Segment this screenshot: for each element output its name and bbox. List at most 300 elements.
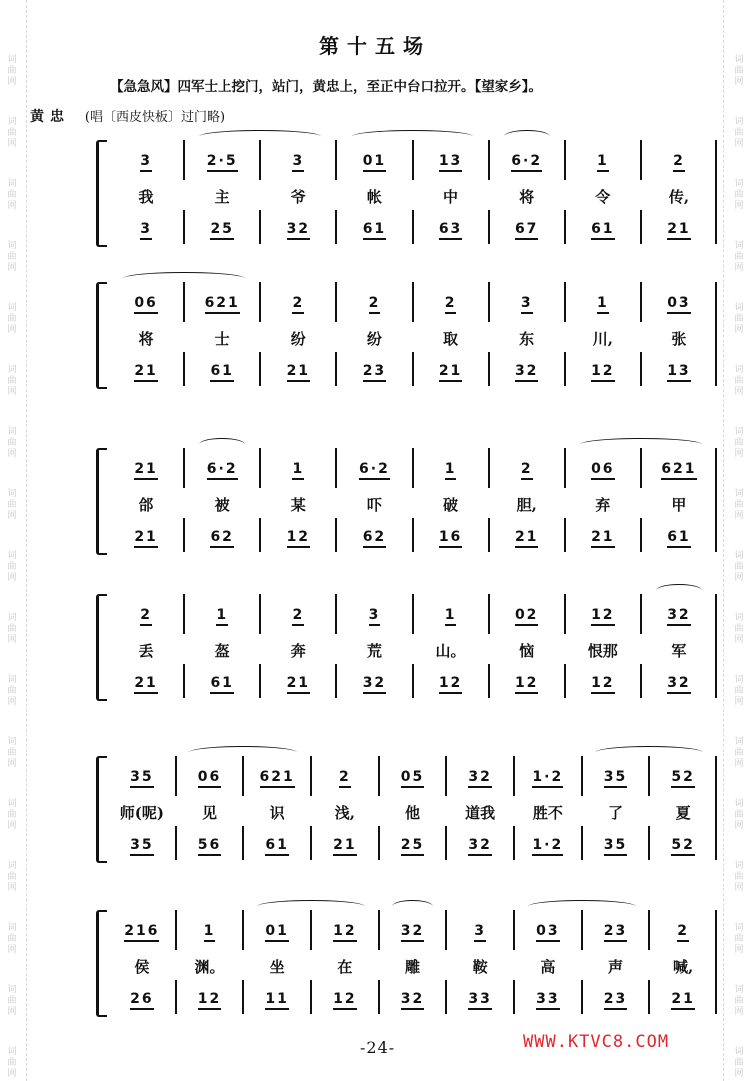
accomp-note bbox=[243, 986, 311, 1012]
melody-note-value: 32 bbox=[468, 769, 491, 788]
watermark-text: 词曲网 bbox=[734, 179, 744, 211]
lyric-text bbox=[413, 492, 489, 518]
lyric-text-value: 见 bbox=[201, 804, 217, 822]
accomp-note bbox=[260, 524, 336, 550]
watermark-text: 词曲网 bbox=[7, 489, 17, 521]
melody-note-value: 52 bbox=[671, 769, 694, 788]
barline bbox=[378, 756, 380, 796]
melody-note bbox=[413, 290, 489, 316]
lyric-text-value: 军 bbox=[671, 642, 687, 660]
melody-note-value: 2 bbox=[292, 607, 304, 626]
accomp-note-value: 61 bbox=[363, 221, 386, 240]
accomp-note bbox=[176, 986, 244, 1012]
melody-note-value: 12 bbox=[333, 923, 356, 942]
melody-note bbox=[184, 148, 260, 174]
lyric-text bbox=[260, 492, 336, 518]
lyric-text bbox=[446, 800, 514, 826]
melody-note bbox=[108, 918, 176, 944]
slur-mark bbox=[189, 746, 297, 759]
melody-note bbox=[108, 456, 184, 482]
watermark-text: 词曲网 bbox=[7, 737, 17, 769]
melody-note bbox=[565, 290, 641, 316]
watermark-text: 词曲网 bbox=[734, 427, 744, 459]
accomp-note bbox=[489, 216, 565, 242]
accomp-note bbox=[379, 832, 447, 858]
lyric-text-value: 识 bbox=[269, 804, 285, 822]
lyric-text-value: 荒 bbox=[366, 642, 382, 660]
slur-mark bbox=[257, 900, 365, 913]
barline bbox=[259, 594, 261, 634]
accomp-note bbox=[336, 358, 412, 384]
accomp-note bbox=[565, 524, 641, 550]
watermark-text: 词曲网 bbox=[7, 179, 17, 211]
right-watermark-strip bbox=[723, 0, 750, 1081]
melody-note-value: 1 bbox=[204, 923, 216, 942]
barline bbox=[488, 352, 490, 386]
accomp-note bbox=[108, 524, 184, 550]
accomp-note bbox=[641, 670, 717, 696]
barline bbox=[259, 664, 261, 698]
accomp-note-value: 21 bbox=[287, 363, 310, 382]
accomp-note-value: 21 bbox=[515, 529, 538, 548]
accomp-note bbox=[413, 358, 489, 384]
scene-title: 第十五场 bbox=[319, 34, 431, 58]
accomp-note bbox=[413, 670, 489, 696]
accomp-row bbox=[92, 670, 717, 696]
barline bbox=[310, 826, 312, 860]
accomp-note bbox=[260, 216, 336, 242]
accomp-note bbox=[489, 670, 565, 696]
melody-note bbox=[108, 764, 176, 790]
melody-note-value: 35 bbox=[130, 769, 153, 788]
accomp-note-value: 23 bbox=[604, 991, 627, 1010]
melody-note bbox=[184, 456, 260, 482]
accomp-note-value: 32 bbox=[287, 221, 310, 240]
accomp-note-value: 33 bbox=[536, 991, 559, 1010]
lyric-text-value: 取 bbox=[443, 330, 459, 348]
melody-note-value: 23 bbox=[604, 923, 627, 942]
watermark-text: 词曲网 bbox=[7, 365, 17, 397]
lyric-text bbox=[641, 326, 717, 352]
accomp-note bbox=[260, 670, 336, 696]
lyrics-row bbox=[92, 492, 717, 518]
melody-note bbox=[565, 148, 641, 174]
accomp-note-value: 32 bbox=[401, 991, 424, 1010]
watermark-text: 词曲网 bbox=[7, 799, 17, 831]
slur-mark bbox=[656, 584, 702, 597]
lyric-text-value: 山。 bbox=[435, 642, 466, 660]
melody-note-value: 2 bbox=[445, 295, 457, 314]
lyric-text-value: 中 bbox=[443, 188, 459, 206]
lyric-text bbox=[184, 638, 260, 664]
melody-note bbox=[336, 456, 412, 482]
lyric-text bbox=[336, 638, 412, 664]
barline bbox=[564, 448, 566, 488]
melody-note-value: 3 bbox=[140, 153, 152, 172]
accomp-row bbox=[92, 832, 717, 858]
accomp-note-value: 11 bbox=[265, 991, 288, 1010]
accomp-note-value: 12 bbox=[287, 529, 310, 548]
watermark-text: 词曲网 bbox=[7, 117, 17, 149]
barline bbox=[648, 910, 650, 950]
accomp-note-value: 52 bbox=[671, 837, 694, 856]
melody-note bbox=[260, 148, 336, 174]
barline bbox=[259, 352, 261, 386]
slur-mark bbox=[504, 130, 550, 143]
barline bbox=[581, 910, 583, 950]
melody-note-value: 01 bbox=[265, 923, 288, 942]
lyric-text-value: 被 bbox=[214, 496, 230, 514]
lyric-text-value: 帐 bbox=[366, 188, 382, 206]
watermark-text: 词曲网 bbox=[7, 241, 17, 273]
accomp-row bbox=[92, 216, 717, 242]
melody-note bbox=[489, 602, 565, 628]
barline bbox=[513, 756, 515, 796]
accomp-note-value: 13 bbox=[667, 363, 690, 382]
melody-note bbox=[311, 918, 379, 944]
score-system bbox=[92, 448, 717, 573]
slur-mark bbox=[199, 130, 321, 143]
accomp-note-value: 35 bbox=[130, 837, 153, 856]
lyric-text bbox=[108, 800, 176, 826]
accomp-note bbox=[565, 670, 641, 696]
barline bbox=[640, 210, 642, 244]
lyric-text-value: 甲 bbox=[671, 496, 687, 514]
score-system bbox=[92, 282, 717, 407]
barline bbox=[648, 826, 650, 860]
accomp-note-value: 21 bbox=[591, 529, 614, 548]
lyrics-row bbox=[92, 954, 717, 980]
melody-note bbox=[582, 918, 650, 944]
accomp-note bbox=[514, 986, 582, 1012]
lyric-text-value: 某 bbox=[290, 496, 306, 514]
melody-note bbox=[336, 148, 412, 174]
lyric-text-value: 我 bbox=[138, 188, 154, 206]
watermark-text: 词曲网 bbox=[734, 861, 744, 893]
watermark-text: 词曲网 bbox=[734, 303, 744, 335]
lyric-text bbox=[243, 954, 311, 980]
melody-note bbox=[379, 918, 447, 944]
accomp-note bbox=[184, 524, 260, 550]
lyric-text-value: 他 bbox=[404, 804, 420, 822]
accomp-note bbox=[649, 986, 717, 1012]
lyric-text-value: 主 bbox=[214, 188, 230, 206]
lyric-text-value: 纷 bbox=[366, 330, 382, 348]
lyric-text-value: 令 bbox=[595, 188, 611, 206]
accomp-note bbox=[184, 358, 260, 384]
role-name: 黄忠 bbox=[30, 109, 70, 125]
lyric-text bbox=[413, 638, 489, 664]
melody-note-value: 2 bbox=[140, 607, 152, 626]
page-number: -24- bbox=[360, 1038, 396, 1057]
barline bbox=[445, 980, 447, 1014]
barline bbox=[335, 282, 337, 322]
melody-note-value: 6·2 bbox=[207, 461, 238, 480]
barline bbox=[564, 282, 566, 322]
barline bbox=[259, 210, 261, 244]
melody-note-value: 03 bbox=[667, 295, 690, 314]
barline bbox=[335, 448, 337, 488]
accomp-note-value: 21 bbox=[439, 363, 462, 382]
accomp-note bbox=[379, 986, 447, 1012]
lyric-text-value: 胜不 bbox=[532, 804, 563, 822]
barline bbox=[648, 980, 650, 1014]
accomp-note-value: 35 bbox=[604, 837, 627, 856]
watermark-text: 词曲网 bbox=[734, 365, 744, 397]
melody-note-value: 35 bbox=[604, 769, 627, 788]
lyric-text-value: 喊, bbox=[673, 958, 694, 976]
site-watermark: WWW.KTVC8.COM bbox=[523, 1032, 670, 1052]
accomp-note bbox=[446, 986, 514, 1012]
lyric-text-value: 东 bbox=[519, 330, 535, 348]
barline bbox=[183, 594, 185, 634]
lyric-text bbox=[413, 326, 489, 352]
lyric-text-value: 了 bbox=[607, 804, 623, 822]
lyric-text bbox=[582, 954, 650, 980]
lyric-text bbox=[108, 492, 184, 518]
barline bbox=[412, 140, 414, 180]
watermark-text: 词曲网 bbox=[7, 613, 17, 645]
score-system bbox=[92, 140, 717, 265]
melody-note-value: 2 bbox=[677, 923, 689, 942]
lyric-text bbox=[514, 800, 582, 826]
melody-note bbox=[641, 148, 717, 174]
watermark-text: 词曲网 bbox=[734, 737, 744, 769]
melody-note-value: 02 bbox=[515, 607, 538, 626]
lyric-text bbox=[649, 954, 717, 980]
slur-mark bbox=[123, 272, 245, 285]
accomp-note-value: 12 bbox=[198, 991, 221, 1010]
melody-note bbox=[311, 764, 379, 790]
watermark-text: 词曲网 bbox=[7, 861, 17, 893]
melody-note bbox=[176, 918, 244, 944]
melody-note bbox=[108, 290, 184, 316]
melody-row bbox=[92, 918, 717, 944]
lyric-text-value: 盔 bbox=[214, 642, 230, 660]
melody-note bbox=[489, 148, 565, 174]
accomp-note-value: 21 bbox=[667, 221, 690, 240]
barline bbox=[488, 210, 490, 244]
accomp-note-value: 21 bbox=[671, 991, 694, 1010]
accomp-note bbox=[184, 216, 260, 242]
watermark-text: 词曲网 bbox=[7, 1047, 17, 1079]
melody-note bbox=[184, 290, 260, 316]
accomp-note bbox=[446, 832, 514, 858]
score-system bbox=[92, 594, 717, 719]
barline bbox=[259, 518, 261, 552]
melody-note bbox=[565, 602, 641, 628]
lyric-text bbox=[108, 638, 184, 664]
melody-note bbox=[489, 290, 565, 316]
lyric-text bbox=[641, 638, 717, 664]
melody-note bbox=[243, 764, 311, 790]
accomp-note bbox=[311, 986, 379, 1012]
melody-row bbox=[92, 764, 717, 790]
melody-note-value: 1·2 bbox=[532, 769, 563, 788]
melody-note-value: 06 bbox=[134, 295, 157, 314]
lyric-text-value: 丢 bbox=[138, 642, 154, 660]
watermark-text: 词曲网 bbox=[7, 551, 17, 583]
slur-mark bbox=[392, 900, 433, 913]
melody-note-value: 3 bbox=[292, 153, 304, 172]
watermark-text: 词曲网 bbox=[734, 923, 744, 955]
lyric-text-value: 弃 bbox=[595, 496, 611, 514]
accomp-note bbox=[184, 670, 260, 696]
barline bbox=[175, 756, 177, 796]
lyric-text-value: 爷 bbox=[290, 188, 306, 206]
barline bbox=[183, 140, 185, 180]
lyric-text bbox=[108, 954, 176, 980]
barline bbox=[175, 980, 177, 1014]
watermark-text: 词曲网 bbox=[734, 799, 744, 831]
lyric-text bbox=[565, 184, 641, 210]
barline bbox=[488, 282, 490, 322]
melody-note bbox=[514, 918, 582, 944]
melody-note-value: 621 bbox=[205, 295, 240, 314]
accomp-note bbox=[260, 358, 336, 384]
barline bbox=[335, 664, 337, 698]
melody-note bbox=[641, 290, 717, 316]
barline bbox=[564, 594, 566, 634]
accomp-note-value: 61 bbox=[667, 529, 690, 548]
lyric-text bbox=[311, 954, 379, 980]
barline bbox=[564, 352, 566, 386]
lyric-text bbox=[184, 326, 260, 352]
melody-note-value: 1 bbox=[597, 153, 609, 172]
melody-note bbox=[489, 456, 565, 482]
melody-note-value: 2·5 bbox=[207, 153, 238, 172]
accomp-note bbox=[336, 670, 412, 696]
lyric-text bbox=[243, 800, 311, 826]
melody-note-value: 12 bbox=[591, 607, 614, 626]
accomp-note-value: 21 bbox=[134, 675, 157, 694]
melody-note-value: 32 bbox=[667, 607, 690, 626]
lyric-text-value: 在 bbox=[337, 958, 353, 976]
melody-note-value: 2 bbox=[369, 295, 381, 314]
melody-note bbox=[649, 918, 717, 944]
accomp-note-value: 67 bbox=[515, 221, 538, 240]
barline bbox=[564, 664, 566, 698]
accomp-note-value: 12 bbox=[439, 675, 462, 694]
melody-note-value: 621 bbox=[260, 769, 295, 788]
lyric-text-value: 恨那 bbox=[587, 642, 618, 660]
lyric-text-value: 传, bbox=[668, 188, 690, 206]
accomp-note bbox=[413, 216, 489, 242]
barline bbox=[183, 352, 185, 386]
melody-note-value: 21 bbox=[134, 461, 157, 480]
barline bbox=[445, 826, 447, 860]
accomp-note bbox=[243, 832, 311, 858]
lyric-text-value: 纷 bbox=[290, 330, 306, 348]
melody-note bbox=[243, 918, 311, 944]
melody-note bbox=[649, 764, 717, 790]
accomp-note bbox=[108, 216, 184, 242]
lyric-text-value: 张 bbox=[671, 330, 687, 348]
accomp-note bbox=[108, 358, 184, 384]
accomp-note bbox=[413, 524, 489, 550]
lyric-text-value: 声 bbox=[607, 958, 623, 976]
lyric-text-value: 将 bbox=[138, 330, 154, 348]
accomp-note-value: 12 bbox=[515, 675, 538, 694]
melody-note-value: 3 bbox=[521, 295, 533, 314]
melody-note bbox=[514, 764, 582, 790]
lyric-text bbox=[336, 492, 412, 518]
melody-note bbox=[260, 456, 336, 482]
barline bbox=[488, 448, 490, 488]
accomp-note-value: 61 bbox=[210, 363, 233, 382]
barline bbox=[640, 448, 642, 488]
accomp-note-value: 33 bbox=[468, 991, 491, 1010]
lyric-text bbox=[260, 184, 336, 210]
accomp-note-value: 61 bbox=[210, 675, 233, 694]
lyric-text bbox=[446, 954, 514, 980]
lyric-text bbox=[489, 326, 565, 352]
barline bbox=[412, 664, 414, 698]
barline bbox=[640, 518, 642, 552]
melody-note bbox=[565, 456, 641, 482]
lyric-text bbox=[184, 492, 260, 518]
barline bbox=[335, 210, 337, 244]
barline bbox=[412, 210, 414, 244]
melody-note-value: 2 bbox=[521, 461, 533, 480]
accomp-note-value: 61 bbox=[265, 837, 288, 856]
score-system bbox=[92, 756, 717, 881]
watermark-text: 词曲网 bbox=[734, 675, 744, 707]
barline bbox=[242, 980, 244, 1014]
barline bbox=[183, 282, 185, 322]
melody-note bbox=[260, 290, 336, 316]
lyric-text-value: 坐 bbox=[269, 958, 285, 976]
melody-row bbox=[92, 148, 717, 174]
barline bbox=[640, 664, 642, 698]
accomp-note-value: 12 bbox=[591, 675, 614, 694]
barline bbox=[310, 756, 312, 796]
barline bbox=[175, 826, 177, 860]
melody-note bbox=[582, 764, 650, 790]
accomp-note-value: 1·2 bbox=[532, 837, 563, 856]
lyric-text-value: 渊。 bbox=[194, 958, 225, 976]
barline bbox=[335, 140, 337, 180]
lyric-text-value: 胆, bbox=[516, 496, 537, 514]
score-system bbox=[92, 910, 717, 1035]
accomp-row bbox=[92, 358, 717, 384]
lyric-text-value: 川, bbox=[592, 330, 613, 348]
accomp-note bbox=[489, 524, 565, 550]
melody-note bbox=[336, 602, 412, 628]
melody-note-value: 6·2 bbox=[511, 153, 542, 172]
barline bbox=[445, 910, 447, 950]
melody-note bbox=[176, 764, 244, 790]
melody-note-value: 06 bbox=[591, 461, 614, 480]
lyric-text bbox=[108, 184, 184, 210]
barline bbox=[242, 826, 244, 860]
accomp-note-value: 23 bbox=[363, 363, 386, 382]
lyric-text bbox=[489, 638, 565, 664]
watermark-text: 词曲网 bbox=[734, 613, 744, 645]
barline bbox=[581, 756, 583, 796]
melody-note-value: 1 bbox=[445, 461, 457, 480]
accomp-note bbox=[311, 832, 379, 858]
lyric-text bbox=[176, 954, 244, 980]
barline bbox=[640, 282, 642, 322]
melody-note-value: 01 bbox=[363, 153, 386, 172]
lyric-text-value: 夏 bbox=[675, 804, 691, 822]
accomp-note-value: 26 bbox=[130, 991, 153, 1010]
melody-note bbox=[108, 602, 184, 628]
barline bbox=[259, 282, 261, 322]
melody-note bbox=[446, 918, 514, 944]
lyric-text-value: 鞍 bbox=[472, 958, 488, 976]
